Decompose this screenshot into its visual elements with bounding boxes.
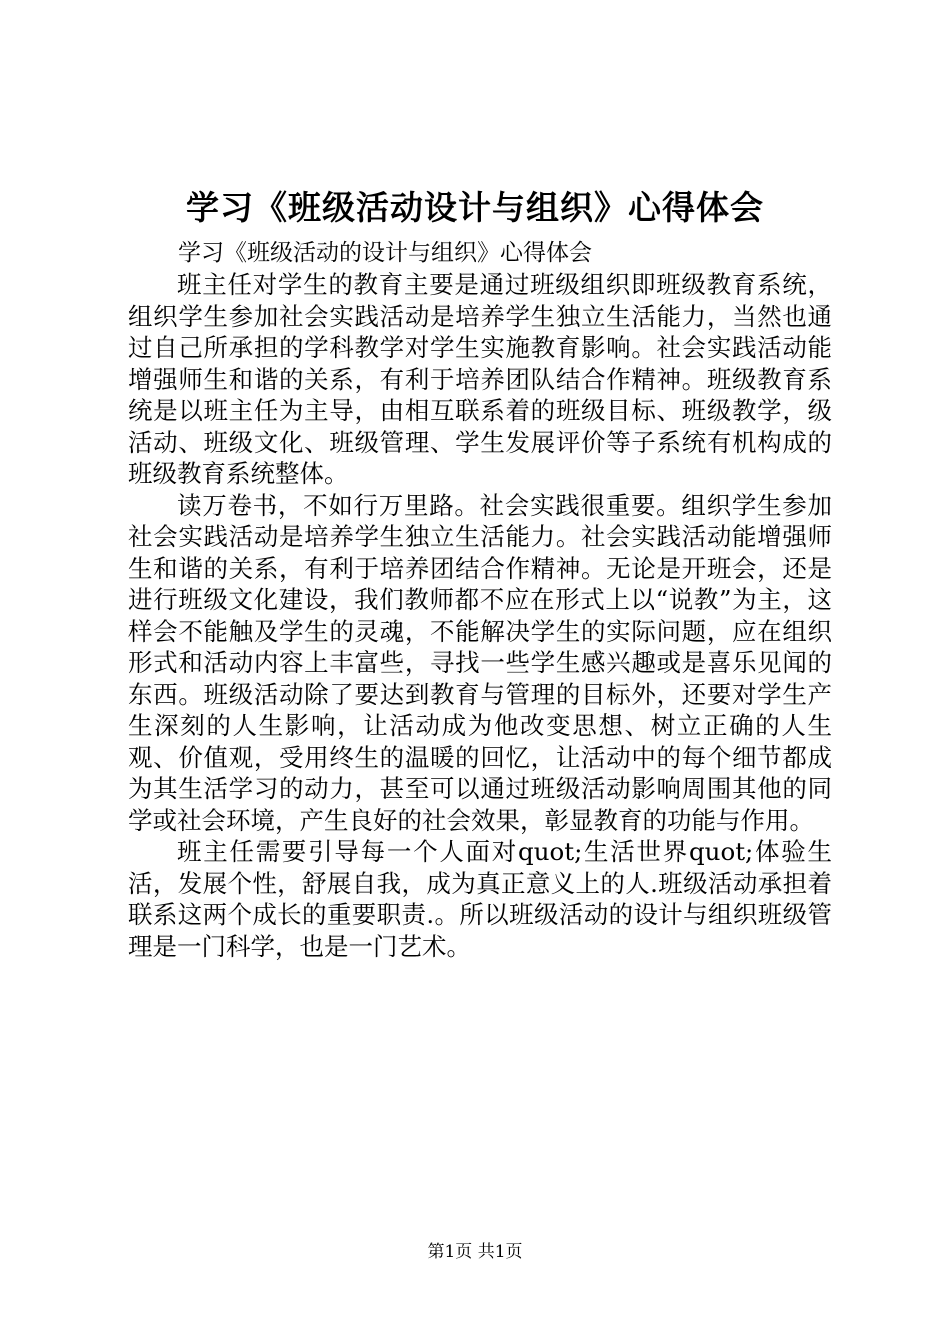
document-subtitle: 学习《班级活动的设计与组织》心得体会 — [178, 240, 592, 266]
page-footer: 第1页 共1页 — [427, 1242, 523, 1262]
paragraph-1: 班主任对学生的教育主要是通过班级组织即班级教育系统，组织学生参加社会实践活动是培养学生独立生活能力，当然也通过自己所承担的学科教学对学生实施教育影响。社会实践活动能增强师生和谐的关系，有利于培养团队结合作精神。班级教育系统是以班主任为主导，由相互联系着的班级目标、班级教学，级活动、班级文化、班级管理、学生发展评价等子系统有机构成的班级教育系统整体。 — [128, 270, 832, 488]
document-body — [128, 238, 832, 962]
document-title: 学习《班级活动设计与组织》心得体会 — [186, 188, 764, 227]
paragraph-3: 班主任需要引导每一个人面对quot;生活世界quot;体验生活，发展个性，舒展自我，成为真正意义上的人.班级活动承担着联系这两个成长的重要职责.。所以班级活动的设计与组织班级管理是一门科学，也是一门艺术。 — [128, 837, 832, 961]
paragraph-2: 读万卷书，不如行万里路。社会实践很重要。组织学生参加社会实践活动是培养学生独立生活能力。社会实践活动能增强师生和谐的关系，有利于培养团结合作精神。无论是开班会，还是进行班级文化建设，我们教师都不应在形式上以“说教”为主，这样会不能触及学生的灵魂，不能解决学生的实际问题，应在组织形式和活动内容上丰富些，寻找一些学生感兴趣或是喜乐见闻的东西。班级活动除了要达到教育与管理的目标外，还要对学生产生深刻的人生影响，让活动成为他改变思想、树立正确的人生观、价值观，受用终生的温暖的回忆，让活动中的每个细节都成为其生活学习的动力，甚至可以通过班级活动影响周围其他的同学或社会环境，产生良好的社会效果，彰显教育的功能与作用。 — [128, 490, 832, 835]
